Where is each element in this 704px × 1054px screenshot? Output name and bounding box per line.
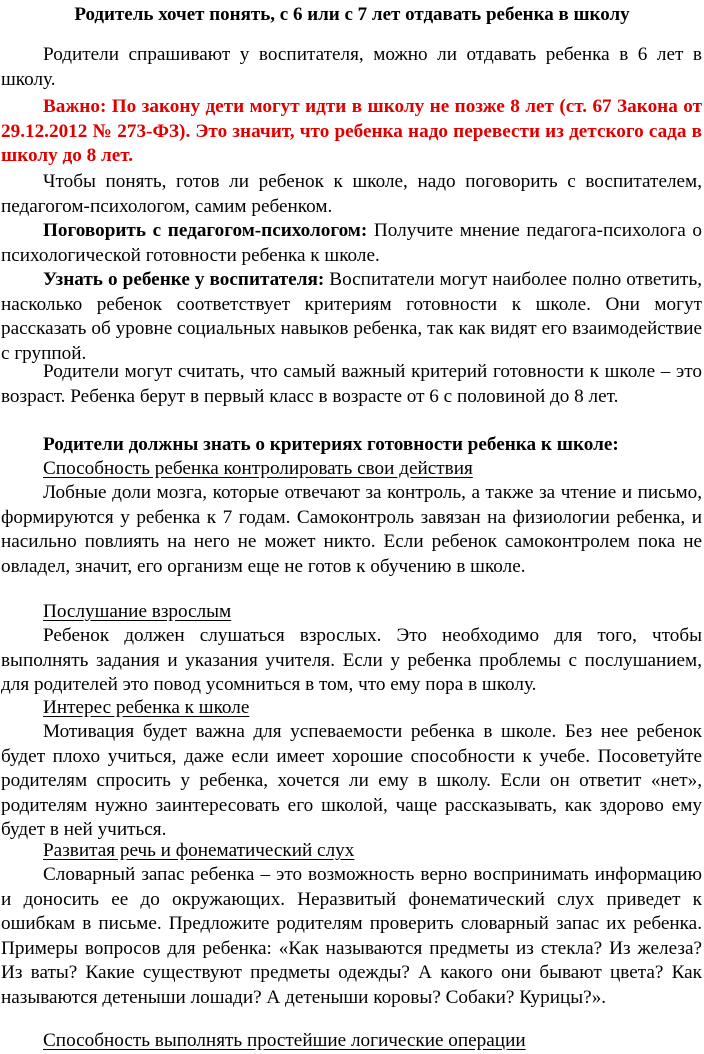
obey-heading-line: [1, 600, 702, 625]
interest-paragraph: Мотивация будет важна для успеваемости ребенка в школе. Без нее ребенок будет плохо учиться, даже если имеет хорошие способности к учебе. Посоветуйте родителям спросить у ребенка, хочется ли ему в школу. Если он ответит «нет», родителям нужно заинтересовать его школой, чаще рассказывать, как здорово ему будет в ней учиться.: [1, 721, 702, 841]
important-note: Важно: По закону дети могут идти в школу не позже 8 лет (ст. 67 Закона от 29.12.2012 № 273-ФЗ). Это значит, что ребенка надо перевести из детского сада в школу до 8 лет.: [1, 96, 702, 167]
psychologist-paragraph: [1, 219, 702, 268]
control-heading-line: [1, 457, 702, 482]
logic-heading: Способность выполнять простейшие логические операции: [43, 1030, 526, 1051]
interest-heading-line: [1, 696, 702, 721]
interest-heading: Интерес ребенка к школе: [43, 697, 250, 718]
teacher-lead: Узнать о ребенке у воспитателя:: [43, 269, 325, 290]
criteria-heading: Родители должны знать о критериях готовности ребенка к школе:: [43, 434, 619, 455]
teacher-paragraph: [1, 268, 702, 366]
obey-paragraph: Ребенок должен слушаться взрослых. Это необходимо для того, чтобы выполнять задания и указания учителя. Если у ребенка проблемы с послушанием, для родителей это повод усомниться в том, что ему пора в школу.: [1, 625, 702, 696]
control-heading: Способность ребенка контролировать свои действия: [43, 458, 473, 479]
logic-heading-line: [1, 1029, 702, 1054]
obey-heading: Послушание взрослым: [43, 601, 232, 622]
intro-paragraph: Родители спрашивают у воспитателя, можно ли отдавать ребенка в 6 лет в школу.: [1, 44, 702, 90]
age-paragraph: Родители могут считать, что самый важный критерий готовности к школе – это возраст. Ребенка берут в первый класс в возрасте от 6 с половиной до 8 лет.: [1, 361, 702, 407]
readiness-paragraph: Чтобы понять, готов ли ребенок к школе, надо поговорить с воспитателем, педагогом-психологом, самим ребенком.: [1, 171, 702, 217]
speech-heading: Развитая речь и фонематический слух: [43, 840, 355, 861]
psychologist-lead: Поговорить с педагогом-психологом:: [43, 220, 368, 241]
speech-paragraph: Словарный запас ребенка – это возможность верно воспринимать информацию и доносить ее до окружающих. Неразвитый фонематический слух приведет к ошибкам в письме. Предложите родителям проверить словарный запас их ребенка. Примеры вопросов для ребенка: «Как называются предметы из стекла? Из железа? Из ваты? Какие существуют предметы одежды? А какого они бывают цвета? Как называются детеныши лошади? А детеныши коровы? Собаки? Курицы?».: [1, 864, 702, 1008]
speech-heading-line: [1, 839, 702, 864]
page-title: Родитель хочет понять, с 6 или с 7 лет отдавать ребенка в школу: [74, 4, 630, 25]
psychologist-text: Получите мнение педагога-психолога о психологической готовности ребенка к школе.: [1, 220, 702, 266]
control-paragraph: Лобные доли мозга, которые отвечают за контроль, а также за чтение и письмо, формируются у ребенка к 7 годам. Самоконтроль завязан на физиологии ребенка, и насильно повлиять на него не может никто. Если ребенок самоконтролем пока не овладел, значит, его организм еще не готов к обучению в школе.: [1, 482, 702, 577]
teacher-text: Воспитатели могут наиболее полно ответить, насколько ребенок соответствует критериям готовности к школе. Они могут рассказать об уровне социальных навыков ребенка, так как видят его взаимодействие с группой.: [1, 269, 702, 364]
